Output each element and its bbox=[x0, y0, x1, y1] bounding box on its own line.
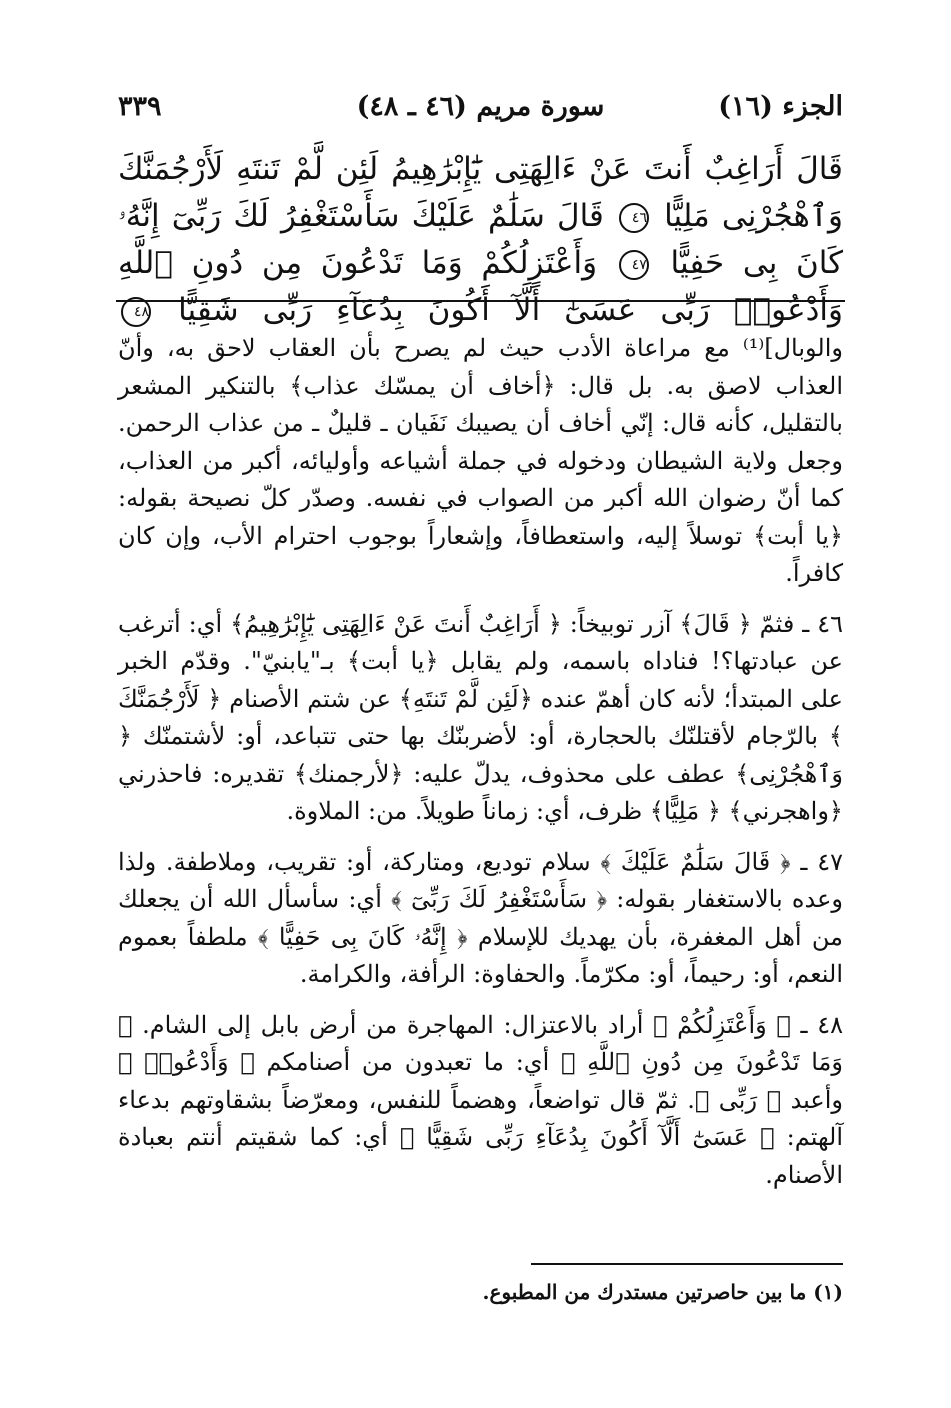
commentary-paragraph: والوبال]⁽¹⁾ مع مراعاة الأدب حيث لم يصرح بأن العقاب لاحق به، وأنّ العذاب لاصق به. بل قال: ﴿أخاف أن يمسّك عذاب﴾ بالتنكير المشعر بالتقليل، كأنه قال: إنّي أخاف أن يصيبك نَفَيان ـ قليلٌ ـ من عذاب الرحمن. وجعل ولاية الشيطان ودخوله في جملة أشياعه وأوليائه، أكبر من العذاب، كما أنّ رضوان الله أكبر من الصواب في نفسه. وصدّر كلّ نصيحة بقوله: ﴿يا أبت﴾ توسلاً إليه، واستعطافاً، وإشعاراً بوجوب احترام الأب، وإن كان كافراً. bbox=[118, 334, 843, 587]
verse-47: قَالَ سَلَٰمٌ عَلَيْكَ سَأَسْتَغْفِرُ لَكَ رَبِّىٓ إِنَّهُۥ كَانَ بِى حَفِيًّا bbox=[118, 198, 843, 281]
ayah-number-47: ٤٧ bbox=[619, 250, 649, 280]
page-header bbox=[118, 84, 843, 128]
verse-48: وَأَعْتَزِلُكُمْ وَمَا تَدْعُونَ مِن دُونِ ٱللَّهِ وَأَدْعُوا۟ رَبِّى عَسَىٰٓ أَلَّآ أَكُونَ بِدُعَآءِ رَبِّى شَقِيًّا bbox=[118, 245, 843, 328]
commentary-paragraph: ٤٧ ـ ﴿ قَالَ سَلَٰمٌ عَلَيْكَ ﴾ سلام توديع، ومتاركة، أو: تقريب، وملاطفة. ولذا وعده بالاستغفار بقوله: ﴿ سَأَسْتَغْفِرُ لَكَ رَبِّىٓ ﴾ أي: سأسأل الله أن يجعلك من أهل المغفرة، بأن يهديك للإسلام ﴿ إِنَّهُۥ كَانَ بِى حَفِيًّا ﴾ ملطفاً بعموم النعم، أو: رحيماً، أو: مكرّماً. والحفاوة: الرأفة، والكرامة. bbox=[118, 847, 843, 988]
verse-46: قَالَ أَرَاغِبٌ أَنتَ عَنْ ءَالِهَتِى يَٰٓإِبْرَٰهِيمُ لَئِن لَّمْ تَنتَهِ لَأَرْجُمَنَّكَ وَٱهْجُرْنِى مَلِيًّا bbox=[118, 151, 843, 234]
verses-divider bbox=[116, 300, 845, 302]
commentary-paragraph: ٤٨ ـ ﴿ وَأَعْتَزِلُكُمْ ﴾ أراد بالاعتزال: المهاجرة من أرض بابل إلى الشام. ﴿ وَمَا تَدْعُونَ مِن دُونِ ٱللَّهِ ﴾ أي: ما تعبدون من أصنامكم ﴿ وَأَدْعُوا۟ ﴾ وأعبد ﴿ رَبِّى ﴾. ثمّ قال تواضعاً، وهضماً للنفس، ومعرّضاً بشقاوتهم بدعاء آلهتم: ﴿ عَسَىٰٓ أَلَّآ أَكُونَ بِدُعَآءِ رَبِّى شَقِيًّا ﴾ أي: كما شقيتم أنتم بعبادة الأصنام. bbox=[118, 1010, 843, 1189]
page-number: ٣٣٩ bbox=[118, 90, 162, 122]
quran-verses bbox=[118, 146, 843, 334]
ayah-number-46: ٤٦ bbox=[619, 203, 649, 233]
commentary-paragraph: ٤٦ ـ فثمّ ﴿ قَالَ﴾ آزر توبيخاً: ﴿ أَرَاغِبٌ أَنتَ عَنْ ءَالِهَتِى يَٰٓإِبْرَٰهِيمُ﴾ أي: أترغب عن عبادتها؟! فناداه باسمه، ولم يقابل ﴿يا أبت﴾ بـ"يابنيّ". وقدّم الخبر على المبتدأ؛ لأنه كان أهمّ عنده ﴿لَئِن لَّمْ تَنتَهِ﴾ عن شتم الأصنام ﴿ لَأَرْجُمَنَّكَ ﴾ بالرّجام لأقتلنّك بالحجارة، أو: لأضربنّك بها حتى تتباعد، أو: لأشتمنّك ﴿ وَٱهْجُرْنِى﴾ عطف على محذوف، يدلّ عليه: ﴿لأرجمنك﴾ تقديره: فاحذرني ﴿واهجرني﴾ ﴿ مَلِيًّا﴾ ظرف، أي: زماناً طويلاً. من: الملاوة. bbox=[118, 609, 843, 825]
footnote: (١) ما بين حاصرتين مستدرك من المطبوع. bbox=[482, 1280, 843, 1304]
footnote-divider bbox=[531, 1263, 843, 1265]
juz-label: الجزء (١٦) bbox=[718, 90, 843, 122]
commentary bbox=[118, 330, 843, 1207]
surah-title: سورة مريم (٤٦ ـ ٤٨) bbox=[356, 90, 605, 122]
ayah-number-48: ٤٨ bbox=[121, 297, 151, 327]
